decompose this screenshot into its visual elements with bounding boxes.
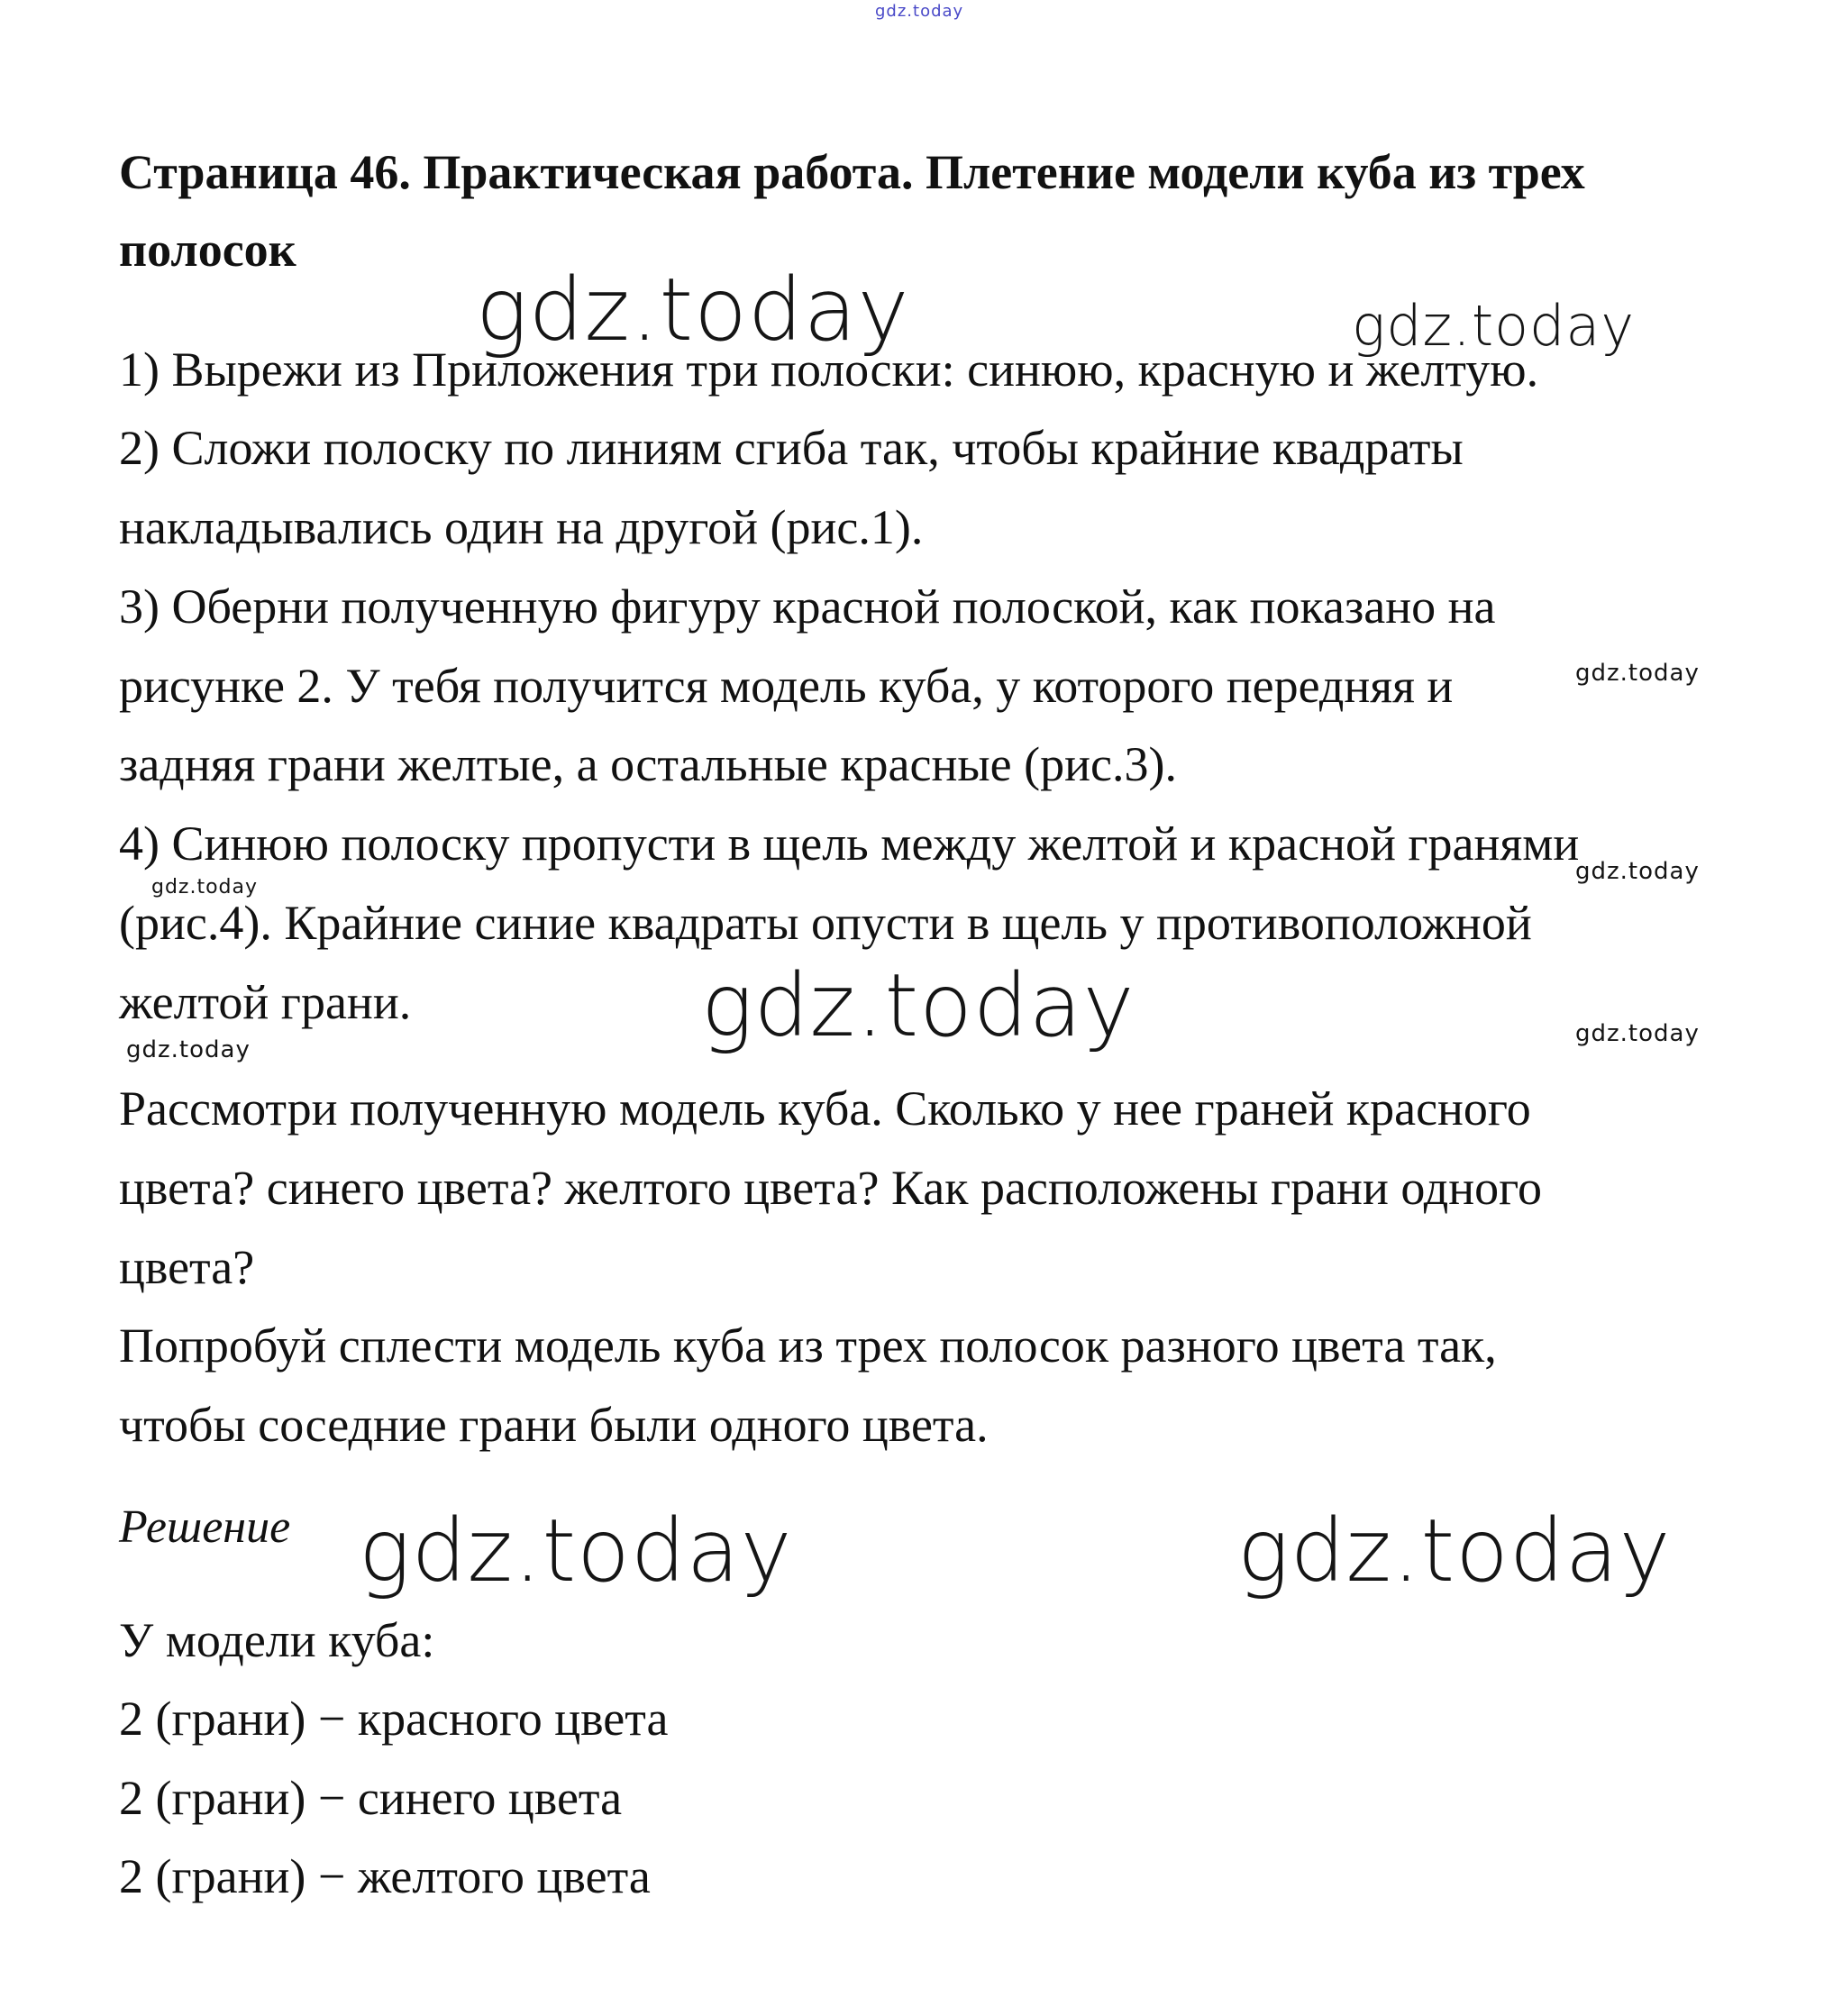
solution-line: У модели куба:: [119, 1613, 435, 1667]
task-line: цвета?: [119, 1240, 255, 1294]
watermark: gdz.today: [1237, 1501, 1672, 1601]
task-line: цвета? синего цвета? желтого цвета? Как расположены грани одного: [119, 1161, 1542, 1215]
watermark: gdz.today: [359, 1501, 793, 1601]
task-line: рисунке 2. У тебя получится модель куба, у которого передняя и: [119, 659, 1454, 713]
task-line: 3) Оберни полученную фигуру красной полоской, как показано на: [119, 579, 1496, 634]
task-line: 2) Сложи полоску по линиям сгиба так, чтобы крайние квадраты: [119, 421, 1464, 475]
watermark: gdz.today: [701, 955, 1135, 1056]
watermark: gdz.today: [126, 1036, 251, 1063]
task-line: 4) Синюю полоску пропусти в щель между желтой и красной гранями: [119, 816, 1580, 871]
watermark: gdz.today: [1575, 858, 1700, 885]
task-line: задняя грани желтые, а остальные красные (рис.3).: [119, 737, 1177, 791]
task-line: 1) Вырежи из Приложения три полоски: синюю, красную и желтую.: [119, 342, 1539, 397]
task-line: желтой грани.: [119, 975, 412, 1029]
task-line: накладывались один на другой (рис.1).: [119, 500, 924, 554]
solution-line: 2 (грани) − желтого цвета: [119, 1849, 651, 1903]
task-line: (рис.4). Крайние синие квадраты опусти в щель у противоположной: [119, 896, 1532, 950]
watermark: gdz.today: [476, 260, 910, 360]
watermark: gdz.today: [1575, 1020, 1700, 1047]
page-title: Страница 46. Практическая работа. Плетение модели куба из трех полосок: [119, 145, 1585, 277]
solution-line: 2 (грани) − синего цвета: [119, 1771, 623, 1825]
task-line: Попробуй сплести модель куба из трех полосок разного цвета так,: [119, 1318, 1497, 1373]
top-watermark: gdz.today: [875, 2, 964, 21]
solution-line: 2 (грани) − красного цвета: [119, 1692, 669, 1746]
solution-label: Решение: [119, 1501, 291, 1553]
task-line: чтобы соседние грани были одного цвета.: [119, 1398, 989, 1452]
task-line: Рассмотри полученную модель куба. Сколько у нее граней красного: [119, 1081, 1531, 1136]
watermark: gdz.today: [1575, 660, 1700, 687]
watermark: gdz.today: [1352, 293, 1636, 359]
watermark: gdz.today: [151, 876, 259, 899]
